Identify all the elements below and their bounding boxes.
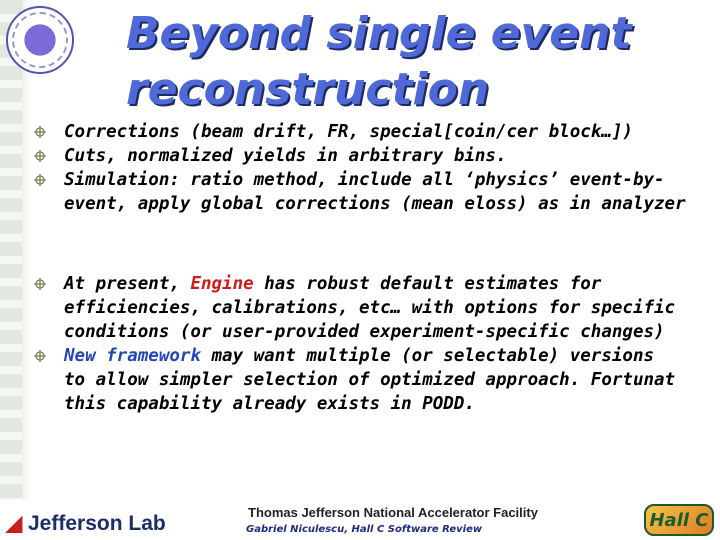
lab-name: Jefferson Lab [28,512,166,535]
target-bullet-icon [34,174,46,186]
bullet-corrections [30,120,720,144]
bullet-cuts [30,144,720,168]
bullet-line-3: this capability already exists in PODD. [64,394,475,414]
bullet-text-line-2: event, apply global corrections (mean eloss) as in analyzer [64,194,686,214]
bullet-list [30,120,720,416]
bullet-text: Corrections (beam drift, FR, special[coin/cer block…]) [64,122,633,142]
presenter-credit: Gabriel Niculescu, Hall C Software Review [246,524,483,535]
bullet-rest: has robust default estimates for [253,274,602,294]
bullet-line-1 [64,272,720,296]
bullet-rest: may want multiple (or selectable) versions [200,346,655,366]
decorative-left-spine [0,0,22,500]
swoosh-icon: ◢ [6,512,23,535]
engine-highlight: Engine [190,274,254,294]
slide-title [126,6,706,118]
target-bullet-icon [34,126,46,138]
bullet-at-present [30,272,720,344]
bullet-line-3: conditions (or user-provided experiment-specific changes) [64,322,665,342]
target-bullet-icon [34,150,46,162]
bullet-prefix: At present, [64,274,191,294]
target-bullet-icon [34,350,46,362]
title-line-1: Beyond single event [126,8,632,59]
jefferson-lab-logo [6,511,166,536]
bullet-line-2: to allow simpler selection of optimized approach. Fortunat [64,370,676,390]
title-line-2: reconstruction [126,64,490,115]
seal-ring-icon [12,12,68,68]
bullet-line-1 [64,344,720,368]
bullet-new-framework [30,344,720,416]
hall-c-logo: Hall C [644,504,714,536]
bullet-simulation [30,168,720,216]
new-framework-highlight: New framework [64,346,201,366]
facility-name: Thomas Jefferson National Accelerator Facility [248,505,538,520]
bullet-text: Cuts, normalized yields in arbitrary bins. [64,146,507,166]
bullet-line-2: efficiencies, calibrations, etc… with options for specific [64,298,676,318]
bullet-spacer [30,216,720,272]
target-bullet-icon [34,278,46,290]
bullet-text-line-1: Simulation: ratio method, include all ‘physics’ event-by- [64,170,665,190]
